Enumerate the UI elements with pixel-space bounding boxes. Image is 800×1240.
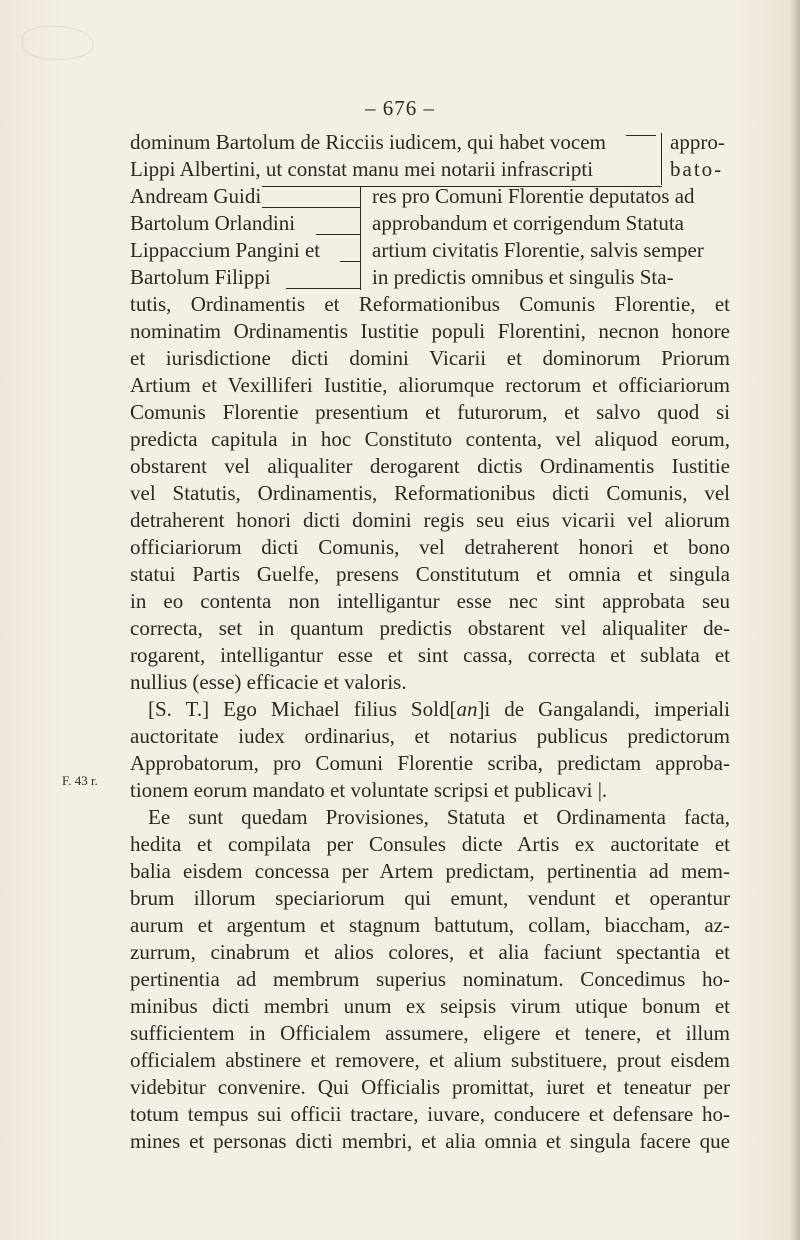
body-line: rogarent, intelligantur esse et sint cassa, correcta et sublata et [130, 643, 730, 667]
side-word-2: bato- [670, 157, 724, 181]
name-underline-1 [262, 207, 360, 208]
body-line: obstarent vel aliqualiter derogarent dictis Ordinamentis Iustitie [130, 454, 730, 478]
notary-pre: [S. T.] Ego Michael filius Sold[ [148, 697, 457, 721]
provision-line: brum illorum speciariorum qui emunt, vendunt et operantur [130, 886, 730, 910]
provision-line: hedita et compilata per Consules dicte Artis ex auctoritate et [130, 832, 730, 856]
header-line-1: dominum Bartolum de Ricciis iudicem, qui habet vocem [130, 130, 606, 154]
provision-line: zurrum, cinabrum et alios colores, et alia faciunt spectantia et [130, 940, 730, 964]
name-3: Lippaccium Pangini et [130, 238, 321, 262]
notary-line: auctoritate iudex ordinarius, et notarius publicus predictorum [130, 724, 730, 748]
provision-line: sufficientem in Officialem assumere, eligere et tenere, et illum [130, 1021, 730, 1045]
side-bracket [661, 133, 662, 185]
names-text-1: res pro Comuni Florentie deputatos ad [372, 184, 695, 208]
body-line: Artium et Vexilliferi Iustitie, aliorumque rectorum et officiariorum [130, 373, 730, 397]
provision-line: minibus dicti membri unum ex seipsis virum utique bonum et [130, 994, 730, 1018]
body-line: officiariorum dicti Comunis, vel detraherent honori et bono [130, 535, 730, 559]
side-word-1: appro- [670, 130, 725, 154]
provision-line: officialem abstinere et removere, et alium substituere, prout eisdem [130, 1048, 730, 1072]
name-4: Bartolum Filippi [130, 265, 271, 289]
body-line: tutis, Ordinamentis et Reformationibus Comunis Florentie, et [130, 292, 730, 316]
names-text-3: artium civitatis Florentie, salvis semper [372, 238, 704, 262]
provision-line: totum tempus sui officii tractare, iuvare, conducere et defensare ho- [130, 1102, 730, 1126]
name-underline-3 [340, 261, 360, 262]
provision-line: aurum et argentum et stagnum battutum, collam, biaccham, az- [130, 913, 730, 937]
names-text-2: approbandum et corrigendum Statuta [372, 211, 684, 235]
provision-line: pertinentia ad membrum superius nominatum. Concedimus ho- [130, 967, 730, 991]
provision-line: balia eisdem concessa per Artem predictam, pertinentia ad mem- [130, 859, 730, 883]
body-line: statui Partis Guelfe, presens Constitutum et omnia et singula [130, 562, 730, 586]
body-line: in eo contenta non intelligantur esse nec sint approbata seu [130, 589, 730, 613]
notary-line: Approbatorum, pro Comuni Florentie scriba, predictam approba- [130, 751, 730, 775]
provision-line: mines et personas dicti membri, et alia omnia et singula facere que [130, 1129, 730, 1153]
notary-italic: an [456, 697, 478, 721]
page-edge-shadow [790, 0, 800, 1240]
notary-post: ]i de Gangalandi, imperiali [477, 697, 730, 721]
paper-stain [22, 26, 94, 60]
name-2: Bartolum Orlandini [130, 211, 296, 235]
name-underline-4 [286, 288, 360, 289]
body-line: predicta capitula in hoc Constituto contenta, vel aliquod eorum, [130, 427, 730, 451]
name-1: Andream Guidi [130, 184, 262, 208]
page-number: – 676 – [365, 96, 435, 120]
body-line: nominatim Ordinamentis Iustitie populi Florentini, necnon honore [130, 319, 730, 343]
notary-line: tionem eorum mandato et voluntate scripsi et publicavi |. [130, 778, 608, 802]
provision-line: videbitur convenire. Qui Officialis promittat, iuret et teneatur per [130, 1075, 730, 1099]
body-line: Comunis Florentie presentium et futurorum, et salvo quod si [130, 400, 730, 424]
header-line-2: Lippi Albertini, ut constat manu mei notarii infrascripti [130, 157, 594, 181]
names-text-4: in predictis omnibus et singulis Sta- [372, 265, 674, 289]
body-line: detraherent honori dicti domini regis seu eius vicarii vel aliorum [130, 508, 730, 532]
body-line: vel Statutis, Ordinamentis, Reformationibus dicti Comunis, vel [130, 481, 730, 505]
name-underline-2 [316, 234, 360, 235]
header-tick [626, 135, 656, 136]
folio-note: F. 43 r. [62, 773, 98, 788]
notary-line-1 [148, 696, 730, 723]
body-line: correcta, set in quantum predictis obstarent vel aliqualiter de- [130, 616, 730, 640]
names-bracket [360, 186, 361, 290]
body-line: et iurisdictione dicti domini Vicarii et dominorum Priorum [130, 346, 730, 370]
body-line: nullius (esse) efficacie et valoris. [130, 670, 407, 694]
provision-line: Ee sunt quedam Provisiones, Statuta et Ordinamenta facta, [148, 805, 730, 829]
